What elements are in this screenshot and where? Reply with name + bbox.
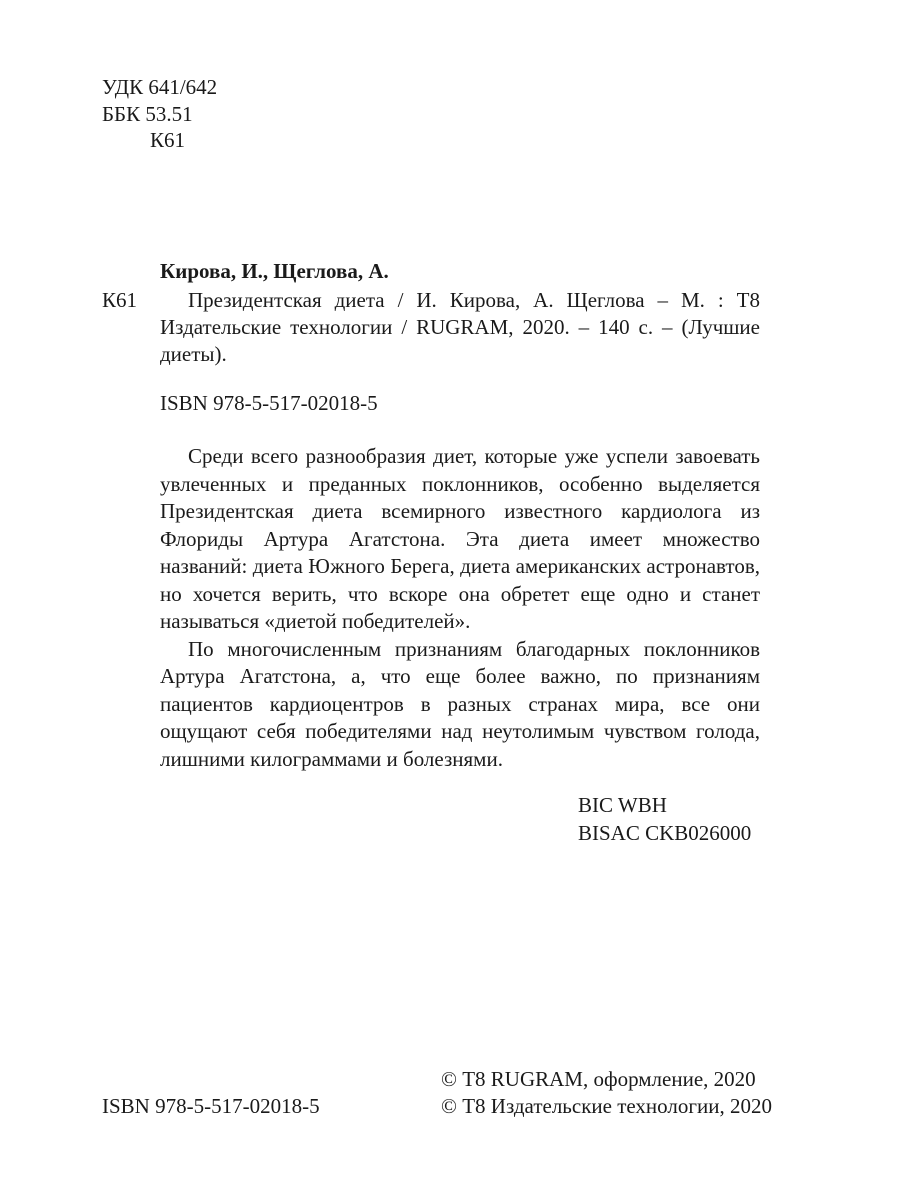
bibliographic-description: Президентская диета / И. Кирова, А. Щеглова – М. : Т8 Издательские технологии / RUGRAM, 2020. – 140 с. – (Лучшие диеты).: [160, 288, 760, 366]
copyright-publisher: © Т8 Издательские технологии, 2020: [441, 1094, 772, 1118]
isbn-entry: ISBN 978-5-517-02018-5: [160, 391, 378, 415]
udk-code: УДК 641/642: [102, 75, 218, 99]
annotation-paragraph: По многочисленным признаниям благодарных поклонников Артура Агатстона, а, что еще более важно, по признаниям пациентов кардиоцентров в разных странах мира, все они ощущают себя победителями над неутолимым чувством голода, лишними килограммами и болезнями.: [160, 636, 760, 771]
bic-code: BIC WBH: [578, 793, 667, 817]
author-mark: К61: [150, 128, 186, 152]
isbn-footer: ISBN 978-5-517-02018-5: [102, 1094, 320, 1118]
author-heading: Кирова, И., Щеглова, А.: [160, 259, 389, 283]
subject-codes: [578, 791, 751, 847]
copyright-design: © Т8 RUGRAM, оформление, 2020: [441, 1067, 756, 1091]
copyright-block: [441, 1066, 772, 1120]
annotation-paragraph: Среди всего разнообразия диет, которые уже успели завоевать увлеченных и преданных поклонников, особенно выделяется Президентская диета всемирного известного кардиолога из Флориды Артура Агатстона. Эта диета имеет множество названий: диета Южного Берега, диета американских астронавтов, но хочется верить, что вскоре она обретет еще одно и станет называться «диетой победителей».: [160, 444, 760, 633]
bisac-code: BISAC CKB026000: [578, 821, 752, 845]
bbk-code: ББК 53.51: [102, 102, 193, 126]
margin-author-mark: К61: [102, 288, 138, 312]
annotation: [160, 443, 760, 773]
